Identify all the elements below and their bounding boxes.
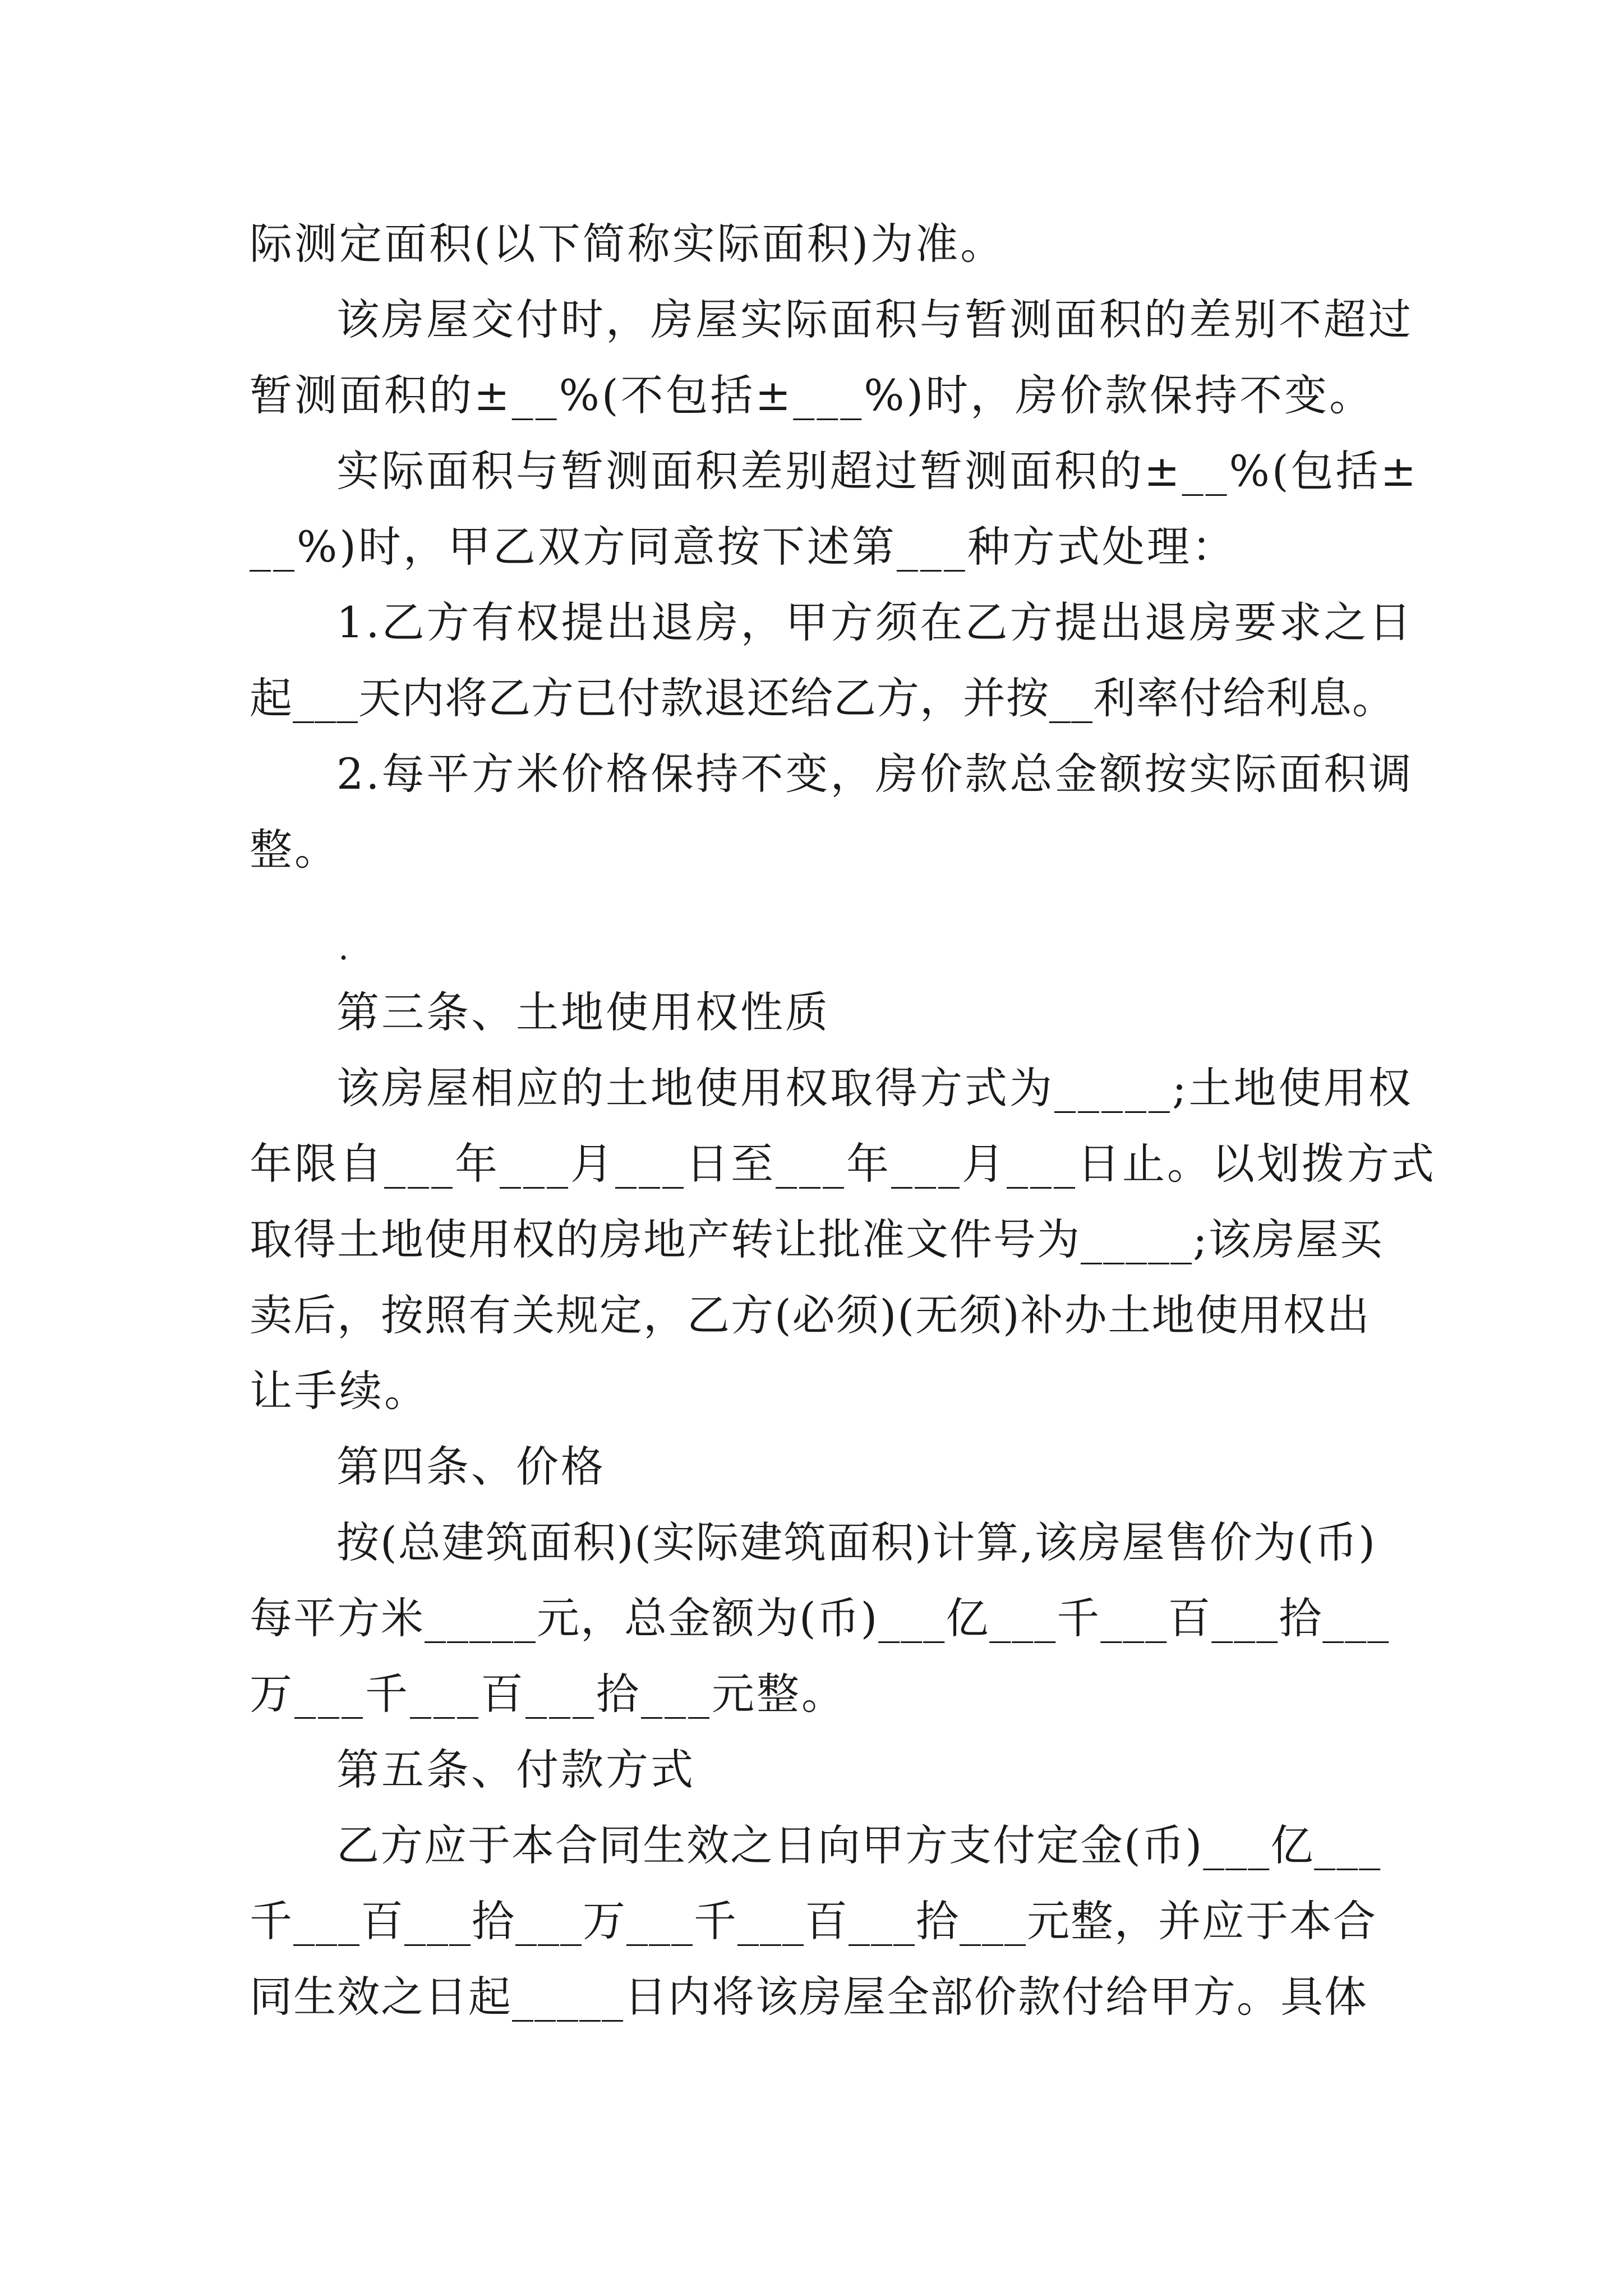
text-line-7: 起___天内将乙方已付款退还给乙方，并按__利率付给利息。 [250,673,1395,723]
text-line-23: 同生效之日起_____日内将该房屋全部价款付给甲方。具体 [250,1972,1368,2022]
text-line-8: 2.每平方米价格保持不变，房价款总金额按实际面积调 [336,749,1414,799]
text-line-1: 际测定面积(以下简称实际面积)为准。 [250,219,1006,269]
text-line-5: __%)时，甲乙双方同意按下述第___种方式处理： [250,522,1237,572]
text-line-19: 万___千___百___拾___元整。 [250,1669,846,1719]
text-line-4: 实际面积与暂测面积差别超过暂测面积的±__%(包括± [336,446,1419,496]
separator-dot: . [338,928,349,968]
section-heading-3: 第三条、土地使用权性质 [336,987,830,1037]
text-line-12: 年限自___年___月___日至___年___月___日止。以划拨方式 [250,1139,1436,1189]
text-line-18: 每平方米_____元，总金额为(币)___亿___千___百___拾___ [250,1593,1390,1643]
text-line-15: 让手续。 [250,1366,429,1416]
text-line-21: 乙方应于本合同生效之日向甲方支付定金(币)___亿___ [336,1820,1382,1870]
text-line-17: 按(总建筑面积)(实际建筑面积)计算,该房屋售价为(币) [336,1517,1377,1567]
text-line-2: 该房屋交付时，房屋实际面积与暂测面积的差别不超过 [336,295,1413,344]
text-line-14: 卖后，按照有关规定，乙方(必须)(无须)补办土地使用权出 [250,1290,1371,1340]
text-line-6: 1.乙方有权提出退房，甲方须在乙方提出退房要求之日 [336,597,1414,647]
section-heading-4: 第四条、价格 [336,1442,606,1492]
section-heading-5: 第五条、付款方式 [336,1745,695,1795]
text-line-3: 暂测面积的±__%(不包括±___%)时，房价款保持不变。 [250,370,1375,420]
text-line-9: 整。 [250,825,339,875]
text-line-11: 该房屋相应的土地使用权取得方式为_____;土地使用权 [336,1063,1413,1113]
text-line-13: 取得土地使用权的房地产转让批准文件号为_____;该房屋买 [250,1214,1384,1264]
text-line-22: 千___百___拾___万___千___百___拾___元整，并应于本合 [250,1896,1377,1946]
